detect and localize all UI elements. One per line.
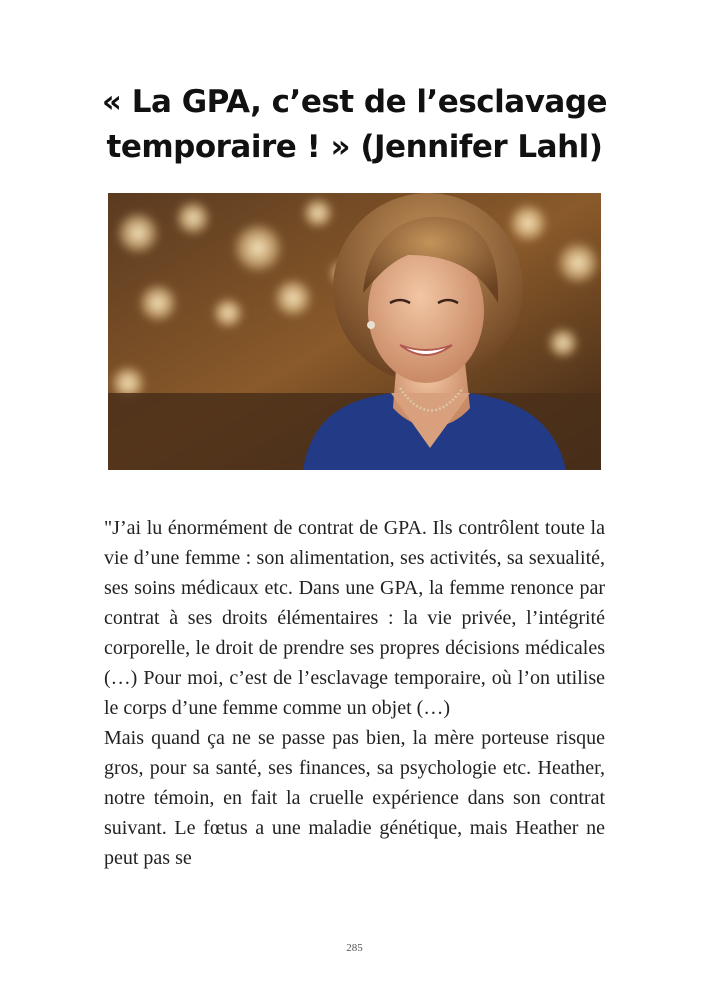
portrait-photo (108, 193, 601, 470)
article-body (104, 513, 605, 873)
page-number: 285 (346, 942, 363, 954)
body-paragraph: Mais quand ça ne se passe pas bien, la mère porteuse risque gros, pour sa santé, ses finances, sa psychologie etc. Heather, notre témoin, en fait la cruelle expérience dans son contrat suivant. Le fœtus a une maladie génétique, mais Heather ne peut pas se (104, 727, 605, 869)
page-title: « La GPA, c’est de l’esclavage temporaire ! » (Jennifer Lahl) (101, 84, 608, 165)
quote-paragraph: "J’ai lu énormément de contrat de GPA. Ils contrôlent toute la vie d’une femme : son alimentation, ses activités, sa sexualité, ses soins médicaux etc. Dans une GPA, la femme renonce par contrat à ses droits élémentaires : la vie privée, l’intégrité corporelle, le droit de prendre ses propres décisions médicales (…) Pour moi, c’est de l’esclavage temporaire, où l’on utilise le corps d’une femme comme un objet (…) (104, 517, 605, 719)
